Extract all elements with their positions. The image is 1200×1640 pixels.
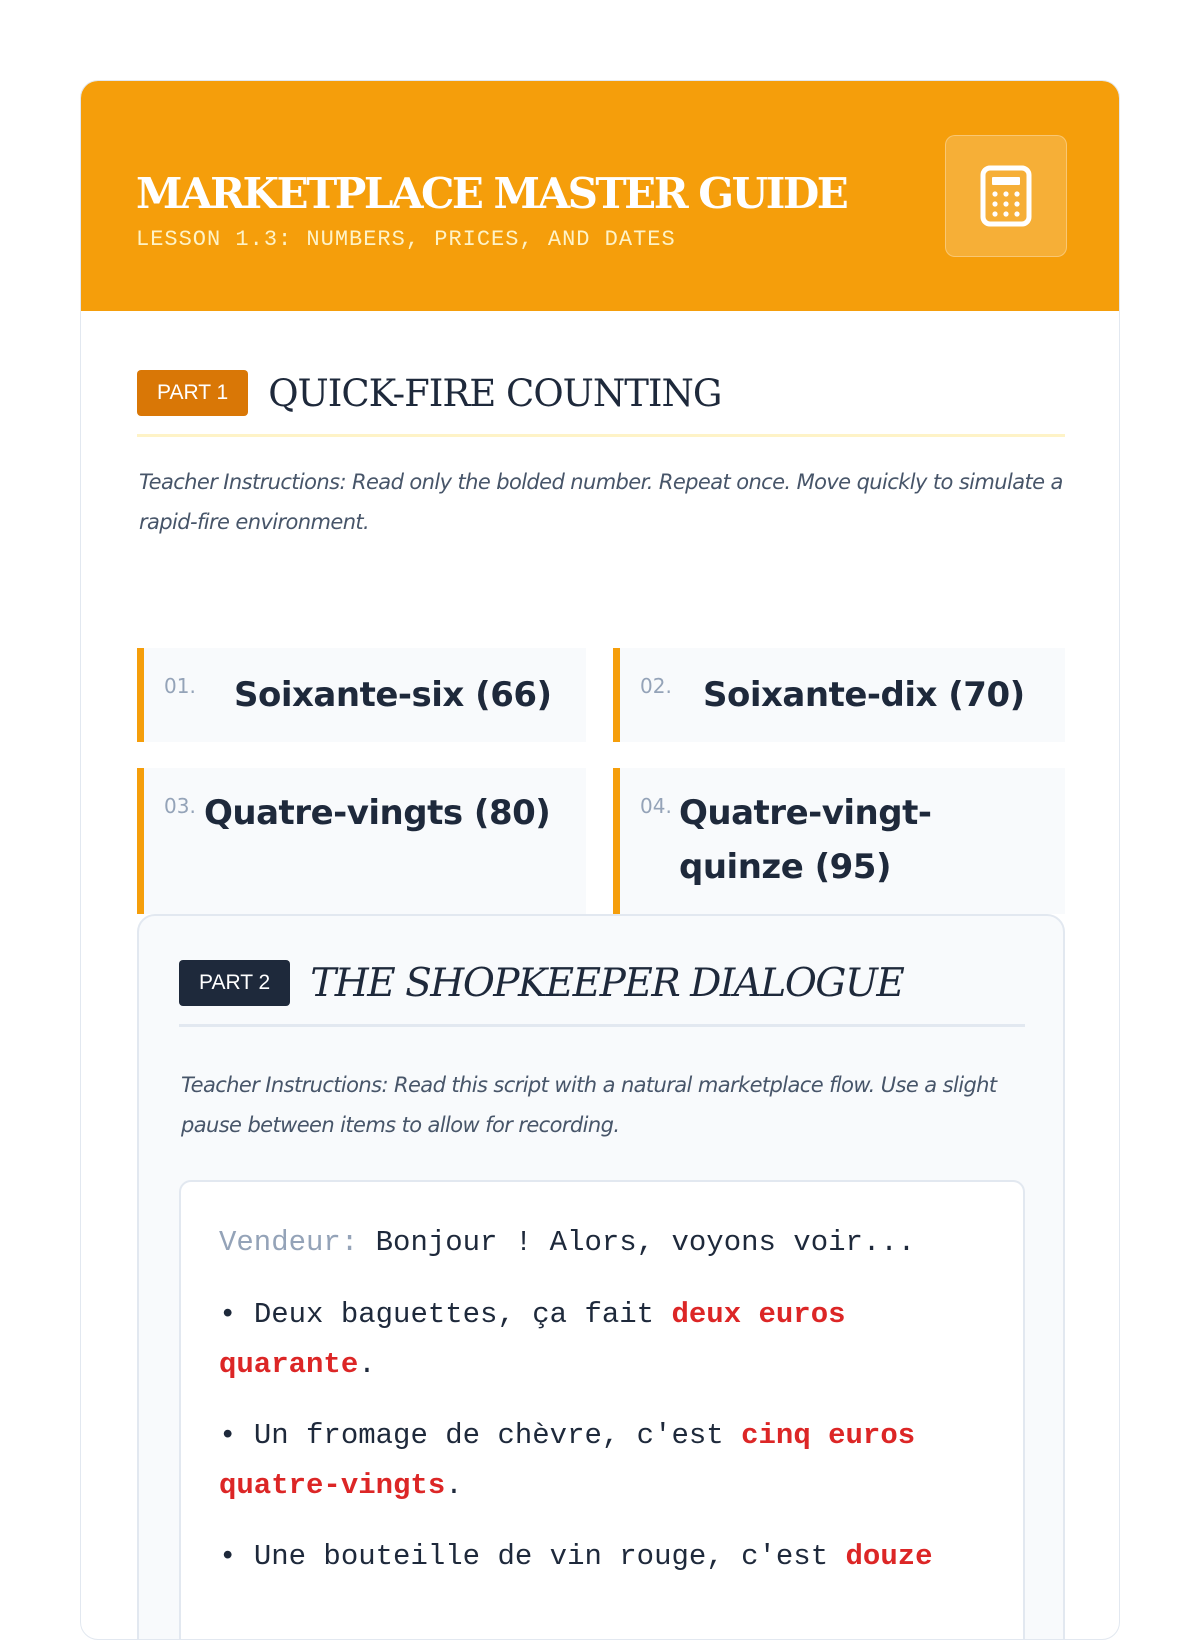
part1-section: [137, 368, 1065, 887]
header-banner: [81, 81, 1119, 311]
item-text: Une bouteille de vin rouge, c'est: [253, 1540, 829, 1573]
opening-text: Bonjour ! Alors, voyons voir...: [375, 1226, 916, 1259]
dialogue-item: [219, 1411, 985, 1511]
dialogue-script: [179, 1180, 1025, 1640]
item-end: .: [358, 1348, 376, 1381]
dialogue-opening-line: [219, 1218, 985, 1268]
price-text: cinq euros quatre-vingts: [219, 1419, 916, 1502]
part1-instructions: Teacher Instructions: Read only the bolded number. Repeat once. Move quickly to simulate a rapid-fire environment.: [139, 470, 1063, 534]
part2-instructions: Teacher Instructions: Read this script with a natural marketplace flow. Use a slight pause between items to allow for recording.: [181, 1073, 997, 1137]
page-title: MARKETPLACE MASTER GUIDE: [136, 169, 847, 218]
page-subtitle: LESSON 1.3: NUMBERS, PRICES, AND DATES: [136, 227, 676, 252]
bullet: •: [219, 1298, 237, 1331]
part2-header: [179, 958, 1025, 1008]
part1-header: [137, 368, 1065, 418]
item-text: Deux baguettes, ça fait: [253, 1298, 655, 1331]
number-card: [137, 648, 586, 742]
part1-title: QUICK-FIRE COUNTING: [268, 371, 722, 415]
dialogue-item: [219, 1290, 985, 1390]
bullet: •: [219, 1419, 237, 1452]
number-card: [137, 768, 586, 914]
part1-divider: [137, 434, 1065, 437]
calculator-icon-box: [945, 135, 1067, 257]
bullet: •: [219, 1540, 237, 1573]
number-index: 03.: [164, 794, 196, 818]
item-text: Un fromage de chèvre, c'est: [253, 1419, 724, 1452]
number-index: 01.: [164, 674, 196, 698]
part2-divider: [179, 1024, 1025, 1027]
number-text: Quatre-vingts (80): [204, 793, 551, 833]
number-card: [613, 648, 1065, 742]
lesson-card: [80, 80, 1120, 1640]
calculator-icon: [980, 165, 1032, 227]
number-text: Quatre-vingt-quinze (95): [679, 793, 932, 887]
speaker-label: Vendeur:: [219, 1226, 359, 1259]
number-card: [613, 768, 1065, 914]
part2-badge: PART 2: [179, 960, 290, 1006]
number-index: 04.: [640, 794, 672, 818]
price-text: deux euros quarante: [219, 1298, 846, 1381]
number-text: Soixante-dix (70): [703, 675, 1025, 715]
number-index: 02.: [640, 674, 672, 698]
part1-badge: PART 1: [137, 370, 248, 416]
item-end: .: [445, 1469, 463, 1502]
dialogue-item: [219, 1532, 985, 1582]
price-text: douze: [845, 1540, 933, 1573]
number-text: Soixante-six (66): [234, 675, 552, 715]
part2-title: THE SHOPKEEPER DIALOGUE: [310, 960, 904, 1006]
part2-section: [137, 914, 1065, 1640]
